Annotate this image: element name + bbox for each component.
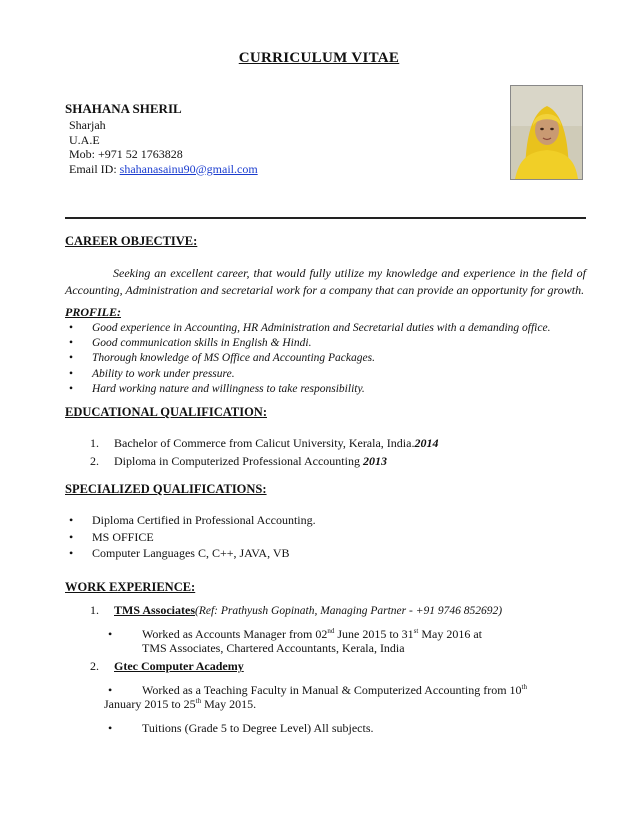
profile-photo	[510, 85, 583, 180]
ordinal-suffix: nd	[327, 627, 335, 635]
email-link[interactable]: shahanasainu90@gmail.com	[119, 161, 258, 176]
job-number: 2.	[90, 659, 99, 673]
list-item: • Computer Languages C, C++, JAVA, VB	[65, 545, 316, 562]
mobile-number: Mob: +971 52 1763828	[69, 147, 183, 161]
bullet-icon: •	[108, 627, 113, 641]
document-title: CURRICULUM VITAE	[238, 50, 400, 66]
item-year: 2013	[362, 454, 387, 468]
contact-block	[69, 118, 258, 176]
portrait-image	[511, 86, 582, 179]
specialized-heading: SPECIALIZED QUALIFICATIONS:	[65, 482, 267, 496]
profile-heading: PROFILE:	[65, 305, 122, 319]
section-divider	[65, 217, 586, 219]
job-company: Gtec Computer Academy	[114, 659, 244, 673]
job-1-detail-line-2: TMS Associates, Chartered Accountants, Kerala, India	[142, 641, 405, 655]
list-item	[90, 434, 438, 452]
list-item: • Hard working nature and willingness to take responsibility.	[65, 382, 550, 397]
item-number: 1.	[90, 436, 99, 450]
bullet-icon: •	[108, 683, 113, 697]
ordinal-suffix: st	[413, 627, 419, 635]
job-2-detail-line-3	[104, 720, 374, 736]
detail-text: June 2015 to 31	[334, 627, 414, 641]
list-item: • Good communication skills in English & Hindi.	[65, 336, 550, 351]
item-text: Diploma in Computerized Professional Accounting	[114, 454, 363, 468]
detail-text: Tuitions (Grade 5 to Degree Level) All subjects.	[142, 721, 374, 735]
profile-list	[65, 321, 550, 397]
city: Sharjah	[69, 118, 106, 132]
detail-text: Worked as Accounts Manager from 02	[142, 627, 328, 641]
item-text: Bachelor of Commerce from Calicut University, Kerala, India.	[114, 436, 415, 450]
list-item: • Diploma Certified in Professional Accounting.	[65, 512, 316, 529]
item-number: 2.	[90, 454, 99, 468]
career-objective-text	[65, 265, 586, 299]
education-list	[90, 434, 438, 470]
item-year: 2014	[414, 436, 439, 450]
list-item: • Ability to work under pressure.	[65, 367, 550, 382]
job-reference: (Ref: Prathyush Gopinath, Managing Partner - +91 9746 852692)	[195, 605, 503, 617]
specialized-list	[65, 512, 316, 562]
job-2-header	[90, 659, 244, 673]
ordinal-suffix: th	[195, 697, 202, 705]
detail-text: May 2015.	[201, 697, 257, 711]
list-item: • MS OFFICE	[65, 529, 316, 546]
education-heading: EDUCATIONAL QUALIFICATION:	[65, 405, 267, 419]
bullet-icon: •	[108, 721, 113, 735]
email-label: Email ID:	[69, 161, 120, 176]
candidate-name: SHAHANA SHERIL	[65, 101, 182, 116]
detail-text: Worked as a Teaching Faculty in Manual & Computerized Accounting from 10	[142, 683, 522, 697]
email-line	[69, 162, 258, 177]
work-experience-heading: WORK EXPERIENCE:	[65, 580, 196, 594]
ordinal-suffix: th	[521, 683, 527, 691]
job-2-detail-line-2	[104, 696, 256, 712]
career-objective-heading: CAREER OBJECTIVE:	[65, 234, 198, 248]
career-objective-body: Seeking an excellent career, that would fully utilize my knowledge and experience in the field of Accounting, Administration and secretarial work for a company that can provide an opportunity for growth.	[65, 266, 586, 297]
job-1-header	[90, 603, 502, 619]
list-item: • Good experience in Accounting, HR Administration and Secretarial duties with a demanding office.	[65, 321, 550, 336]
list-item: • Thorough knowledge of MS Office and Accounting Packages.	[65, 351, 550, 366]
detail-text: May 2016 at	[418, 627, 482, 641]
job-number: 1.	[90, 603, 99, 617]
list-item	[90, 452, 438, 470]
detail-text: January 2015 to 25	[104, 697, 196, 711]
country: U.A.E	[69, 132, 100, 147]
job-company: TMS Associates	[114, 603, 195, 617]
